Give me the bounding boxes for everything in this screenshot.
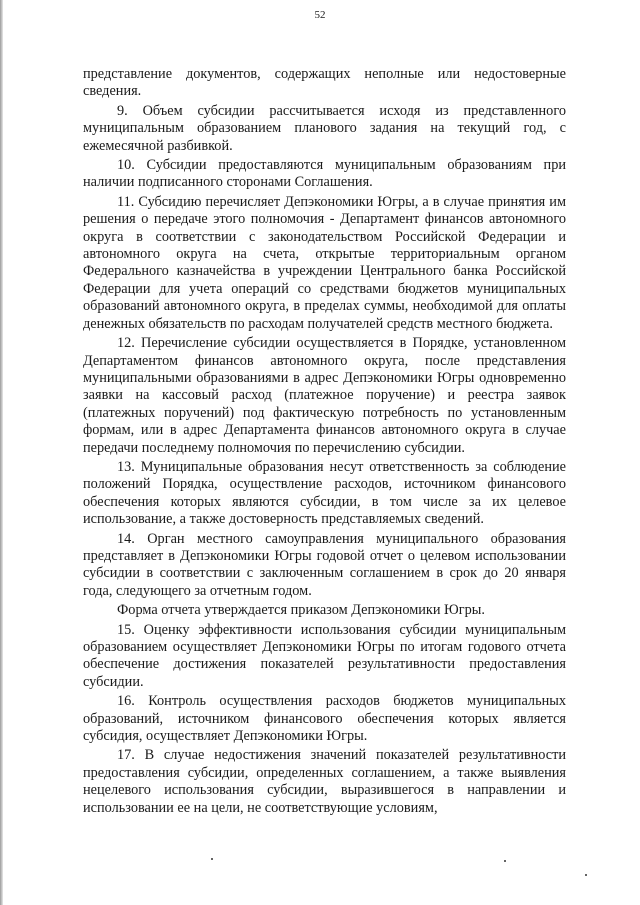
paragraph-item-16: 16. Контроль осуществления расходов бюджетов муниципальных образований, источником финансового обеспечения которых является субсидия, осуществляет Депэкономики Югры. xyxy=(83,693,566,745)
paragraph-item-12: 12. Перечисление субсидии осуществляется в Порядке, установленном Департаментом финансов автономного округа, после представления муниципальными образованиями в адрес Депэкономики Югры одновременно заявки на кассовый расход (платежное поручение) и реестра заявок (платежных поручений) под фактическую потребность по установленным формам, или в адрес Департамента финансов автономного округа в случае передачи последнему полномочия по перечислению субсидии. xyxy=(83,335,566,456)
paragraph-item-13: 13. Муниципальные образования несут ответственность за соблюдение положений Порядка, осуществление расходов, источником финансового обеспечения которых являются субсидии, в том числе за их целевое использование, а также достоверность представляемых сведений. xyxy=(83,458,566,528)
scan-edge xyxy=(0,0,3,905)
paragraph-item-14: 14. Орган местного самоуправления муниципального образования представляет в Депэкономики Югры годовой отчет о целевом использовании субсидии в соответствии с заключенным соглашением в срок до 20 января года, следующего за отчетным годом. xyxy=(83,530,566,599)
scan-speck xyxy=(504,860,506,862)
page-number: 52 xyxy=(314,9,326,21)
paragraph-item-17: 17. В случае недостижения значений показателей результативности предоставления субсидии, определенных соглашением, а также выявления нецелевого использования субсидии, выразившегося в направлении и использовании ее на цели, не соответствующие условиям, xyxy=(83,747,566,816)
scan-speck xyxy=(585,874,587,876)
paragraph-report-form: Форма отчета утверждается приказом Депэкономики Югры. xyxy=(117,602,485,619)
document-body xyxy=(83,66,566,819)
paragraph-continuation: представление документов, содержащих неполные или недостоверные сведения. xyxy=(83,66,566,100)
paragraph-item-15: 15. Оценку эффективности использования субсидии муниципальным образованием осуществляет Депэкономики Югры по итогам годового отчета обеспечение достижения показателей результативности предоставления субсидии. xyxy=(83,621,566,690)
paragraph-item-9: 9. Объем субсидии рассчитывается исходя из представленного муниципальным образованием планового задания на текущий год, с ежемесячной разбивкой. xyxy=(83,102,566,154)
scan-speck xyxy=(211,858,213,860)
paragraph-item-11: 11. Субсидию перечисляет Депэкономики Югры, а в случае принятия им решения о передаче этого полномочия - Департамент финансов автономного округа в соответствии с законодательством Российской Федерации и автономного округа на счета, открытые территориальным органом Федерального казначейства в учреждении Центрального банка Российской Федерации для учета операций со средствами бюджетов муниципальных образований автономного округа, в пределах суммы, необходимой для оплаты денежных обязательств по расходам получателей средств местного бюджета. xyxy=(83,193,566,332)
paragraph-item-10: 10. Субсидии предоставляются муниципальным образованиям при наличии подписанного сторонами Соглашения. xyxy=(83,157,566,191)
